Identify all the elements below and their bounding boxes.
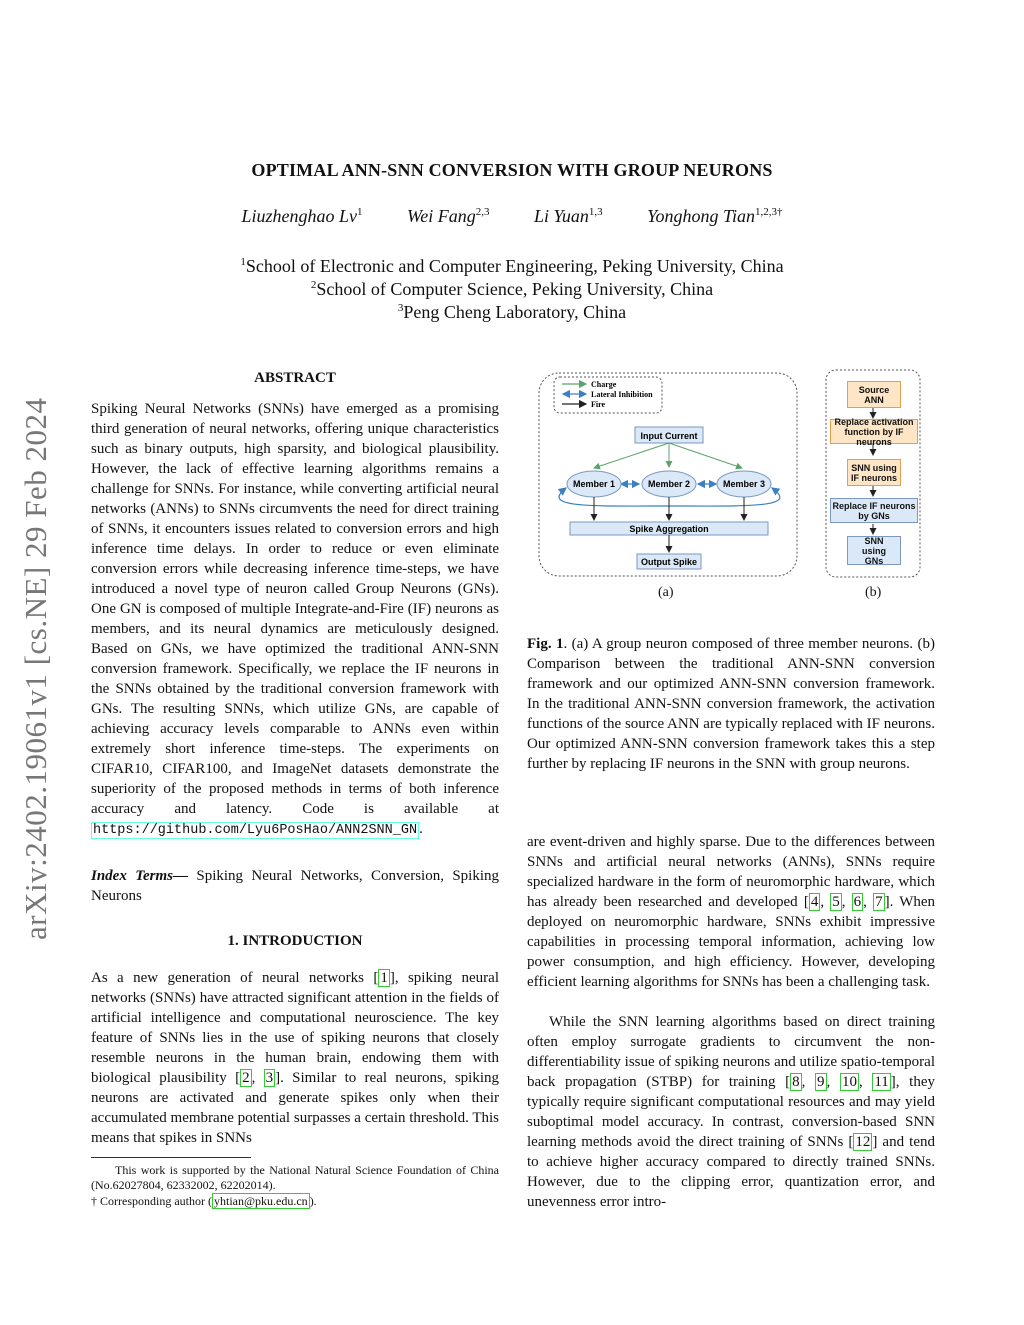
affiliation: $^2$School of Computer Science, Peking University, China [310, 279, 714, 299]
charge-arrow [669, 443, 742, 468]
intro-heading: 1. INTRODUCTION [227, 933, 363, 949]
affiliation: $^1$School of Electronic and Computer Engineering, Peking University, China [240, 256, 784, 276]
citation-link[interactable]: 8 [792, 1074, 800, 1090]
legend-charge: Charge [591, 380, 617, 389]
code-link[interactable]: https://github.com/Lyu6PosHao/ANN2SNN_GN [93, 823, 418, 838]
arxiv-side-label: arXiv:2402.19061v1 [cs.NE] 29 Feb 2024 [18, 397, 53, 940]
index-terms-label: Index Terms— [91, 868, 188, 884]
citation-link[interactable]: 12 [855, 1134, 871, 1150]
snn-if-label: SNN using IF neurons [850, 462, 897, 483]
replace-activation-label: Replace activation function by IF neurons [834, 416, 914, 447]
intro-left-paragraph: As a new generation of neural networks [ 1 ], spiking neural networks (SNNs) have attracted significant attention in the fields of artificial intelligence and computational neuroscience. The key feature of SNNs lies in the use of spiking neurons that closely resemble neurons in the human brain, endowing them with biological plausibility [ 2 , 3 ]. Similar to real neurons, spiking neurons are activated and generate spikes only when their accumulated membrane potential surpasses a certain threshold. This means that spikes in SNNs [91, 970, 499, 1146]
caption-text: . (a) A group neuron composed of three member neurons. (b) Comparison between the traditional ANN-SNN conversion framework and our optimized ANN-SNN conversion framework. In the traditional ANN-SNN conversion framework, the activation functions of the source ANN are typically replaced with IF neurons. Our optimized ANN-SNN conversion framework takes this a step further by replacing IF neurons in the SNN with group neurons. [527, 636, 935, 772]
author-list [0, 206, 1024, 227]
member-1-label: Member 1 [572, 479, 616, 489]
email-link[interactable]: yhtian@pku.edu.cn [213, 1194, 308, 1208]
spike-aggregation-label: Spike Aggregation [629, 524, 709, 534]
source-ann-label: Source ANN [858, 384, 890, 405]
abstract-heading: ABSTRACT [254, 370, 336, 386]
replace-if-node [830, 498, 918, 523]
citation-link[interactable]: 11 [874, 1074, 889, 1090]
paper-title: OPTIMAL ANN-SNN CONVERSION WITH GROUP NEURONS [251, 160, 773, 180]
footnote-rule [91, 1157, 251, 1158]
member-3-label: Member 3 [722, 479, 766, 489]
output-spike-label: Output Spike [641, 557, 697, 567]
source-ann-node [847, 381, 901, 408]
author: Yonghong Tian$^{1,2,3\dagger}$ [647, 206, 783, 226]
author: Li Yuan$^{1,3}$ [534, 206, 603, 226]
subfigure-b-label: (b) [865, 585, 882, 600]
author: Wei Fang$^{2,3}$ [406, 206, 490, 226]
snn-gn-node [847, 536, 901, 565]
caption-label: Fig. 1 [527, 636, 564, 652]
index-terms-text: Spiking Neural Networks, Conversion, Spiking Neurons [91, 868, 500, 904]
citation-link[interactable]: 10 [841, 1074, 857, 1090]
snn-gn-label: SNN using GNs [862, 535, 886, 566]
abstract-body: Spiking Neural Networks (SNNs) have emerged as a promising third generation of neural networks, offering unique characteristics such as binary outputs, high sparsity, and biological plausibility. However, the lack of effective learning algorithms remains a challenge for SNNs. For instance, while converting artificial neural networks (ANNs) to SNNs circumvents the need for direct training of SNNs, it encounters issues related to conversion errors and high inference time delays. In order to reduce or even eliminate conversion errors while decreasing inference time-steps, we have introduced a novel type of neuron called Group Neurons (GNs). One GN is composed of multiple Integrate-and-Fire (IF) neurons as members, and its neural dynamics are meticulously designed. Based on GNs, we have optimized the traditional ANN-SNN conversion framework. Specifically, we replace the IF neurons in the SNNs obtained by the traditional conversion framework with GNs. The resulting SNNs, which utilize GNs, are capable of achieving accuracy levels comparable to ANNs even within extremely short inference time-steps. The experiments on CIFAR10, CIFAR100, and ImageNet datasets demonstrate the superiority of the proposed methods in terms of both inference accuracy and latency. Code is available at https://github.com/Lyu6PosHao/ANN2SNN_GN . [91, 401, 499, 838]
citation-link[interactable]: 7 [875, 894, 883, 910]
citation-link[interactable]: 9 [817, 1074, 825, 1090]
index-terms [91, 866, 499, 906]
citation-link[interactable]: 4 [810, 894, 819, 910]
input-current-label: Input Current [640, 431, 698, 441]
replace-if-label: Replace IF neurons by GNs [832, 500, 916, 521]
affiliation: $^3$Peng Cheng Laboratory, China [397, 302, 627, 322]
footnote-corresponding: † Corresponding author ( yhtian@pku.edu.cn ). [91, 1194, 317, 1208]
abstract-text: Spiking Neural Networks (SNNs) have emerged as a promising third generation of neural networks, offering unique characteristics such as binary outputs, high sparsity, and biological plausibility. However, the lack of effective learning algorithms remains a challenge for SNNs. For instance, while converting artificial neural networks (ANNs) to SNNs circumvents the need for direct training of SNNs, it encounters issues related to conversion errors and high inference time delays. In order to reduce or even eliminate conversion errors while decreasing inference time-steps, we have introduced a novel type of neuron called Group Neurons (GNs). One GN is composed of multiple Integrate-and-Fire (IF) neurons as members, and its neural dynamics are meticulously designed. Based on GNs, we have optimized the traditional ANN-SNN conversion framework. Specifically, we replace the IF neurons in the SNNs obtained by the traditional conversion framework with GNs. The resulting SNNs, which utilize GNs, are capable of achieving accuracy levels comparable to ANNs even within extremely short inference time-steps. The experiments on CIFAR10, CIFAR100, and ImageNet datasets demonstrate the superiority of the proposed methods in terms of both inference accuracy and latency. Code is available at [91, 401, 499, 817]
legend-lateral-inhibition: Lateral Inhibition [591, 390, 653, 399]
citation-link[interactable]: 5 [832, 894, 840, 910]
footnote-support: This work is supported by the National Natural Science Foundation of China (No.62027804, 62332002, 62202014). [91, 1163, 499, 1192]
figure-caption [527, 634, 935, 774]
intro-right-paragraph-1: are event-driven and highly sparse. Due to the differences between SNNs and artificial neural networks (ANNs), SNNs require specialized hardware in the form of neuromorphic hardware, which has already been researched and developed [ 4 , 5 , 6 , 7 ]. When deployed on neuromorphic hardware, SNNs exhibit impressive capabilities in processing temporal information, achieving low power consumption, and high efficiency. However, developing efficient learning algorithms for SNNs has been a challenging task. [527, 834, 936, 990]
citation-link[interactable]: 6 [853, 894, 862, 910]
author: Liuzhenghao Lv$^1$ [241, 206, 363, 226]
charge-arrow [594, 443, 669, 468]
citation-link[interactable]: 1 [380, 970, 388, 986]
citation-link[interactable]: 3 [265, 1070, 274, 1086]
subfigure-a-label: (a) [658, 585, 674, 600]
intro-right-paragraph-2: While the SNN learning algorithms based on direct training often employ surrogate gradients to circumvent the non-differentiability issue of spiking neurons and utilize spatio-temporal back propagation (STBP) for training [ 8 , 9 , 10 , 11 ], they typically require significant computational resources and may yield suboptimal model accuracy. In contrast, conversion-based SNN learning methods avoid the direct training of SNNs [ 12 ] and tend to achieve higher accuracy compared to directly trained SNNs. However, due to the clipping error, quantization error, and unevenness error intro- [527, 1014, 935, 1210]
snn-if-node [847, 459, 901, 486]
citation-link[interactable]: 2 [242, 1070, 250, 1086]
member-2-label: Member 2 [647, 479, 691, 489]
replace-activation-node [830, 416, 918, 447]
legend-fire: Fire [591, 400, 606, 409]
